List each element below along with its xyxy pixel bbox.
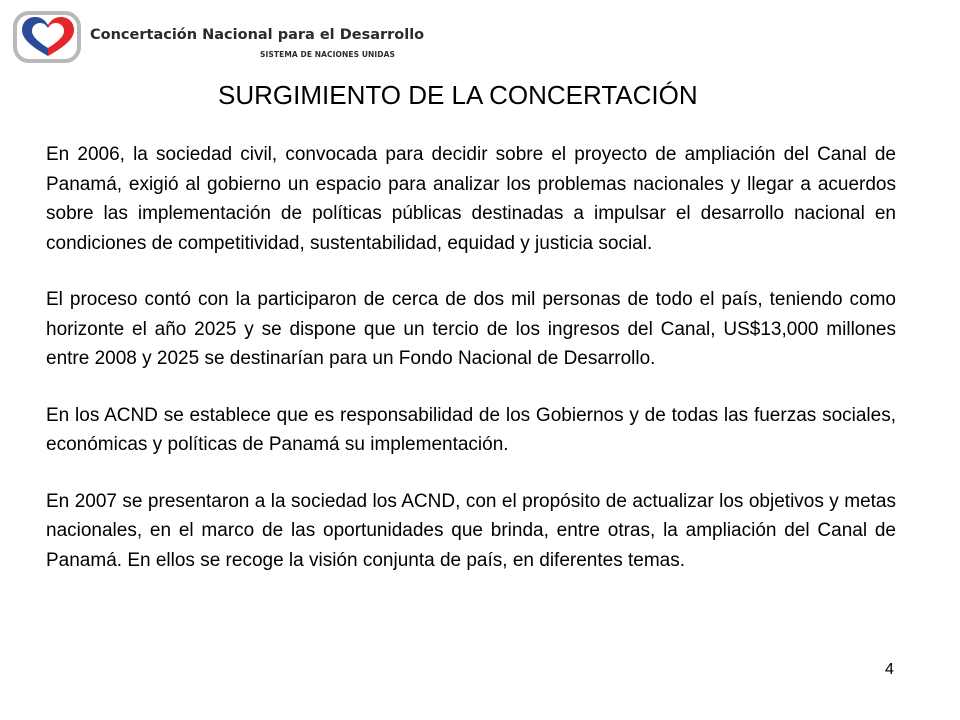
heart-logo-icon [12, 10, 84, 64]
paragraph-3: En los ACND se establece que es responsabilidad de los Gobiernos y de todas las fuerzas sociales, económicas y políticas de Panamá su implementación. [46, 404, 896, 455]
paragraph-2: El proceso contó con la participaron de cerca de dos mil personas de todo el país, teniendo como horizonte el año 2025 y se dispone que un tercio de los ingresos del Canal, US$13,000 millones entre 2008 y 2025 se destinarían para un Fondo Nacional de Desarrollo. [46, 289, 896, 369]
organization-subtitle: SISTEMA DE NACIONES UNIDAS [260, 50, 396, 59]
slide-title: SURGIMIENTO DE LA CONCERTACIÓN [218, 80, 698, 110]
paragraph-1: En 2006, la sociedad civil, convocada para decidir sobre el proyecto de ampliación del Canal de Panamá, exigió al gobierno un espacio para analizar los problemas nacionales y llegar a acuerdos sobre las implementación de políticas públicas destinadas a impulsar el desarrollo nacional en condiciones de competitividad, sustentabilidad, equidad y justicia social. [46, 144, 896, 254]
paragraph-4: En 2007 se presentaron a la sociedad los ACND, con el propósito de actualizar los objetivos y metas nacionales, en el marco de las oportunidades que brinda, entre otras, la ampliación del Canal de Panamá. En ellos se recoge la visión conjunta de país, en diferentes temas. [46, 490, 896, 571]
organization-name: Concertación Nacional para el Desarrollo [90, 27, 425, 43]
header [12, 10, 452, 66]
body-text [46, 140, 896, 602]
page-number: 4 [885, 661, 894, 678]
